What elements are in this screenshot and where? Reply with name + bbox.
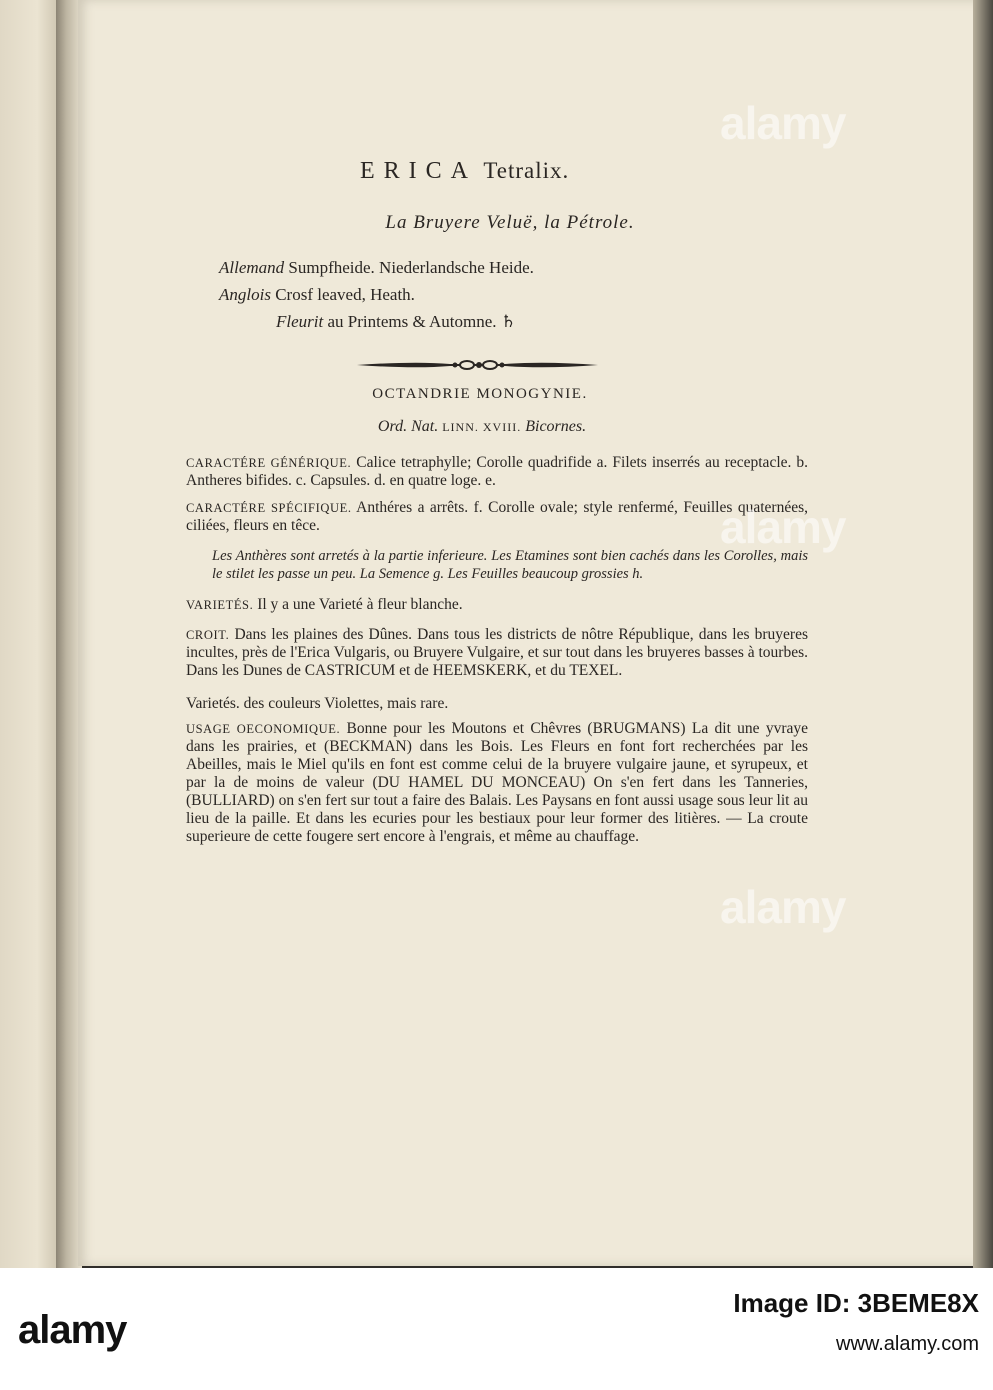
species-title xyxy=(360,158,680,185)
ornament-divider xyxy=(355,355,600,375)
section-heading: CARACTÉRE GÉNÉRIQUE. xyxy=(186,456,352,470)
paragraph-economic-use xyxy=(186,720,808,846)
flowering-label: Fleurit xyxy=(276,312,324,331)
section-text: Dans les plaines des Dûnes. Dans tous les districts de nôtre République, dans les bruyeres incultes, près de l'Erica Vulgaris, ou Bruyere Vulgaire, et sur tout dans les bruyeres basses à tourbes. Dans les Dunes de CASTRICUM et de HEEMSKERK, et du TEXEL. xyxy=(186,626,809,679)
stock-logo: alamy xyxy=(18,1308,127,1352)
watermark-logo: alamy xyxy=(720,501,846,553)
section-heading: CARACTÉRE SPÉCIFIQUE. xyxy=(186,501,352,515)
language-name: Sumpfheide. Niederlandsche Heide. xyxy=(288,258,534,277)
language-label: Allemand xyxy=(219,258,285,277)
paragraph-note: Les Anthères sont arretés à la partie inferieure. Les Etamines sont bien cachés dans les Corolles, mais le stilet les passe un peu. La Semence g. Les Feuilles beaucoup grossies h. xyxy=(212,548,808,582)
watermark-logo: alamy xyxy=(720,881,846,933)
image-id: Image ID: 3BEME8X xyxy=(733,1288,979,1318)
name-row-allemand xyxy=(219,258,534,278)
section-text: Calice tetraphylle; Corolle quadrifide a. Filets inserrés au receptacle. b. Antheres bifides. c. Capsules. d. en quatre loge. e. xyxy=(186,454,809,489)
nat-group: Bicornes. xyxy=(525,418,587,435)
watermark-logo: alamy xyxy=(720,97,846,149)
stock-info xyxy=(679,1280,979,1380)
stock-url: www.alamy.com xyxy=(836,1333,979,1355)
natural-order xyxy=(352,418,612,436)
paragraph-varieties xyxy=(186,596,808,614)
language-name: Crosf leaved, Heath. xyxy=(275,285,415,304)
paragraph-colour-varieties: Varietés. des couleurs Violettes, mais rare. xyxy=(186,695,449,712)
language-label: Anglois xyxy=(219,285,271,304)
section-heading: CROIT. xyxy=(186,628,230,642)
genus-name: ERICA xyxy=(360,158,477,184)
section-text: Il y a une Varieté à fleur blanche. xyxy=(257,596,463,613)
section-text: Anthéres a arrêts. f. Corolle ovale; style renfermé, Feuilles quaternées, ciliées, fleurs en têce. xyxy=(186,499,808,534)
page-edge xyxy=(973,0,993,1270)
class-order: OCTANDRIE MONOGYNIE. xyxy=(372,386,588,402)
paragraph-specific-character xyxy=(186,499,808,535)
section-heading: USAGE OECONOMIQUE. xyxy=(186,722,341,736)
section-text: Bonne pour les Moutons et Chêvres (BRUGMANS) La dit une yvraye dans les prairies, et (BECKMAN) dans les Bois. Les Fleurs en font fort recherchées par les Abeilles, mais le Miel qu'ils en font est comme celui de la bruyere vulgaire jaune, et syrupeux, et par la de moins de valeur (DU HAMEL DU MONCEAU) On s'en fert dans les Tanneries, (BULLIARD) on s'en fert sur tout a faire des Balais. Les Paysans en font aussi usage sous leur lit au lieu de la paille. Et dans les ecuries pour les bestiaux pour leur former des litières. — La croute superieure de cette fougere sert encore à l'engrais, et même au chauffage. xyxy=(186,720,808,845)
name-row-anglois xyxy=(219,285,415,305)
common-name: La Bruyere Veluë, la Pétrole. xyxy=(385,212,635,233)
section-heading: VARIETÉS. xyxy=(186,598,254,612)
nat-number: XVIII. xyxy=(482,420,522,434)
flowering-row xyxy=(276,312,516,332)
paragraph-generic-character xyxy=(186,454,808,490)
species-name: Tetralix. xyxy=(483,158,570,183)
nat-prefix: Ord. Nat. xyxy=(377,418,439,435)
left-page xyxy=(0,0,62,1268)
paragraph-habitat xyxy=(186,626,808,680)
nat-linn: LINN. xyxy=(442,420,479,434)
flowering-text: au Printems & Automne. ♄ xyxy=(327,312,517,331)
